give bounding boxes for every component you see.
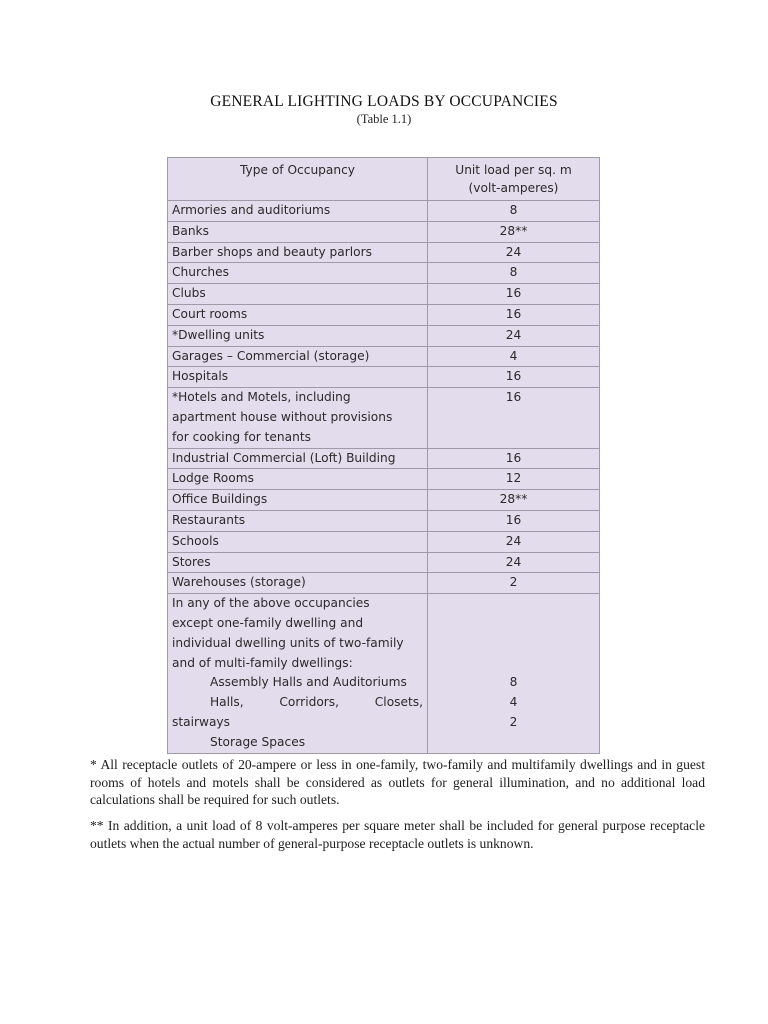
occupancy-type-cell: Armories and auditoriums: [168, 201, 428, 222]
unit-load-cell: 2: [428, 573, 600, 594]
table-row-special-occupancies: [168, 594, 600, 753]
occupancy-type-cell: Stores: [168, 552, 428, 573]
special-intro-line: except one-family dwelling and: [172, 615, 364, 630]
occupancy-type-line: apartment house without provisions: [172, 409, 393, 424]
page-title: GENERAL LIGHTING LOADS BY OCCUPANCIES: [210, 93, 558, 110]
occupancy-type-cell: Banks: [168, 221, 428, 242]
occupancy-type-cell: *Dwelling units: [168, 325, 428, 346]
occupancy-type-cell: Churches: [168, 263, 428, 284]
table-header-row: [168, 158, 600, 201]
unit-load-cell: 16: [428, 510, 600, 531]
halls-corridors-label: [172, 693, 423, 713]
unit-load-cell: 16: [428, 448, 600, 469]
footnote-single-asterisk: [90, 756, 705, 809]
occupancy-type-cell: Warehouses (storage): [168, 573, 428, 594]
footnote-text: ** In addition, a unit load of 8 volt-amperes per square meter shall be included for general purpose receptacle outlets when the actual number of general-purpose receptacle outlets is unknown.: [90, 818, 705, 851]
special-load-value: 8: [509, 675, 518, 690]
special-load-value: 2: [509, 714, 518, 729]
unit-load-cell: 12: [428, 469, 600, 490]
table-row: [168, 346, 600, 367]
footnote-double-asterisk: [90, 817, 705, 852]
table-row: [168, 469, 600, 490]
unit-load-cell: 24: [428, 242, 600, 263]
footnote-text: * All receptacle outlets of 20-ampere or less in one-family, two-family and multifamily dwellings and in guest rooms of hotels and motels shall be considered as outlets for general illumination, and no additional load calculations shall be required for such outlets.: [90, 757, 705, 807]
table-body: [168, 201, 600, 754]
halls-word: Corridors,: [279, 695, 340, 710]
occupancy-type-cell: Clubs: [168, 284, 428, 305]
table-caption: (Table 1.1): [356, 112, 412, 126]
table-row: [168, 573, 600, 594]
unit-load-cell: 28**: [428, 221, 600, 242]
table-row: [168, 284, 600, 305]
occupancy-type-line: *Hotels and Motels, including: [172, 390, 351, 405]
occupancy-type-cell: [168, 594, 428, 753]
occupancy-type-cell: Schools: [168, 531, 428, 552]
table-row: [168, 367, 600, 388]
unit-load-cell: 8: [428, 201, 600, 222]
unit-load-cell: 16: [428, 388, 600, 448]
occupancy-type-cell: Industrial Commercial (Loft) Building: [168, 448, 428, 469]
occupancy-type-cell: Restaurants: [168, 510, 428, 531]
unit-load-cell: 16: [428, 304, 600, 325]
halls-word: Halls,: [210, 695, 244, 710]
header-type-of-occupancy: Type of Occupancy: [168, 158, 428, 201]
halls-word: Closets,: [374, 695, 423, 710]
table-row: [168, 531, 600, 552]
unit-load-cell: [428, 594, 600, 753]
unit-load-cell: 4: [428, 346, 600, 367]
special-intro-line: and of multi-family dwellings:: [172, 655, 353, 670]
table-row: [168, 304, 600, 325]
table-row: [168, 490, 600, 511]
unit-load-cell: 8: [428, 263, 600, 284]
special-intro-line: In any of the above occupancies: [172, 596, 370, 611]
occupancy-type-cell: [168, 388, 428, 448]
occupancy-type-cell: Office Buildings: [168, 490, 428, 511]
occupancy-type-cell: Lodge Rooms: [168, 469, 428, 490]
unit-load-cell: 24: [428, 552, 600, 573]
header-unit-load-line1: Unit load per sq. m: [455, 163, 572, 177]
table-row: [168, 325, 600, 346]
unit-load-cell: 16: [428, 367, 600, 388]
unit-load-cell: 24: [428, 325, 600, 346]
table-row: [168, 242, 600, 263]
occupancy-type-line: for cooking for tenants: [172, 429, 311, 444]
table-row: [168, 448, 600, 469]
unit-load-cell: 28**: [428, 490, 600, 511]
unit-load-cell: 24: [428, 531, 600, 552]
occupancy-type-cell: Court rooms: [168, 304, 428, 325]
occupancy-type-cell: Garages – Commercial (storage): [168, 346, 428, 367]
table-row: [168, 388, 600, 448]
table-row: [168, 263, 600, 284]
table-row: [168, 221, 600, 242]
table-row: [168, 510, 600, 531]
occupancy-type-cell: Hospitals: [168, 367, 428, 388]
table-row: [168, 201, 600, 222]
stairways-label: stairways: [172, 714, 230, 729]
unit-load-cell: 16: [428, 284, 600, 305]
table-row: [168, 552, 600, 573]
special-load-value: 4: [509, 695, 518, 710]
header-unit-load-line2: (volt-amperes): [468, 181, 559, 195]
occupancy-type-cell: Barber shops and beauty parlors: [168, 242, 428, 263]
storage-spaces-label: Storage Spaces: [210, 734, 306, 749]
assembly-halls-label: Assembly Halls and Auditoriums: [210, 675, 407, 690]
special-intro-line: individual dwelling units of two-family: [172, 635, 404, 650]
header-unit-load: [428, 158, 600, 201]
lighting-loads-table: [167, 157, 600, 754]
